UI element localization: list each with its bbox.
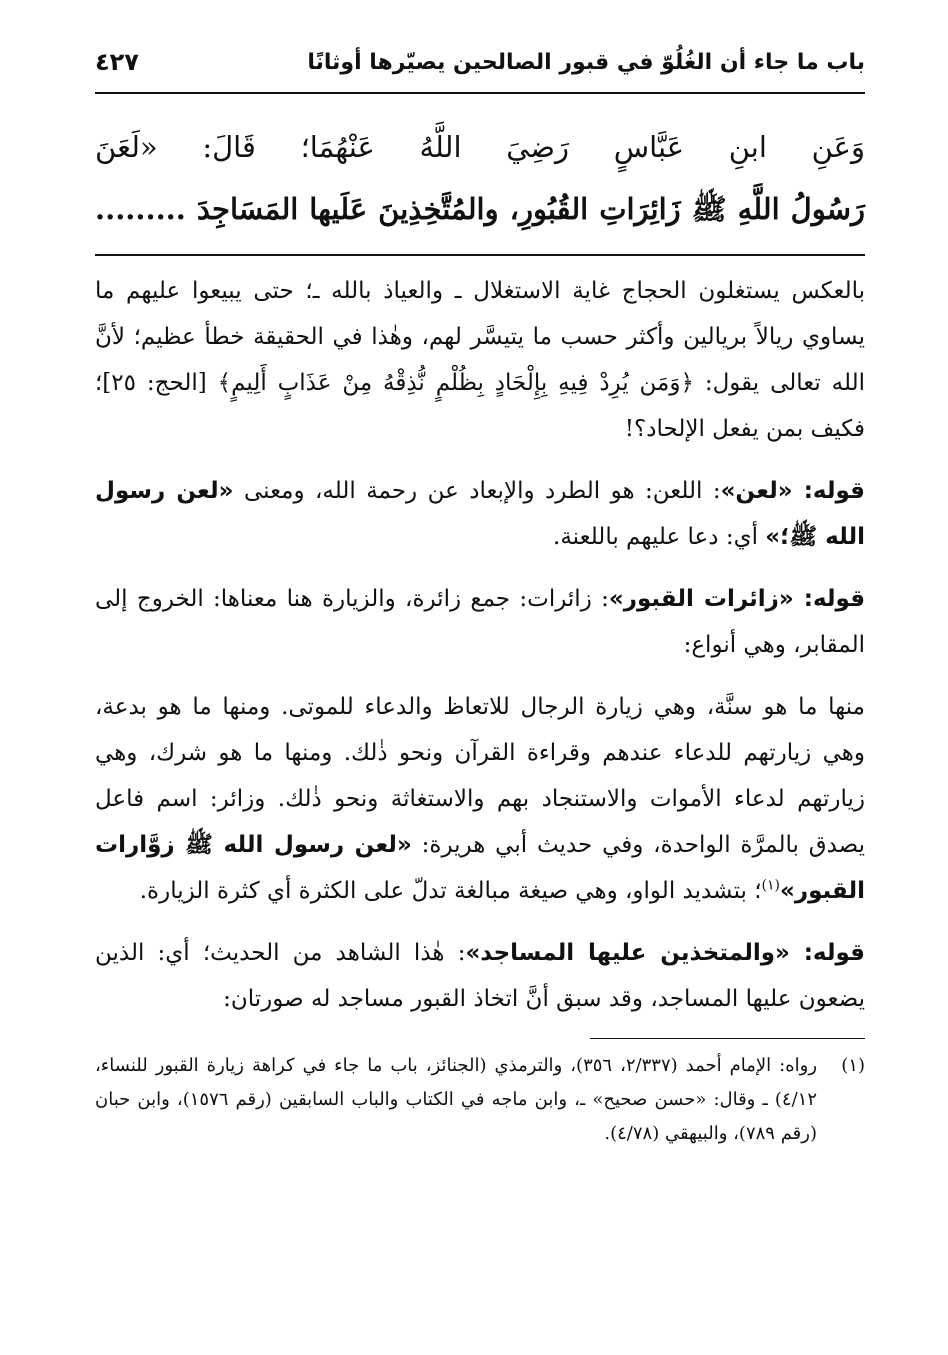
paragraph-4 [95,684,865,914]
paragraph-2 [95,468,865,560]
paragraph-3 [95,576,865,668]
keyword-laana: قوله: «لعن» [720,478,865,504]
keyword-zawwarat: «لعن رسول الله ﷺ زوَّارات القبور» [95,832,865,904]
paragraph-1: بالعكس يستغلون الحجاج غاية الاستغلال ـ والعياذ بالله ـ؛ حتى يبيعوا عليهم ما يساوي ريالاً بريالين وأكثر حسب ما يتيسَّر لهم، وهٰذا في الحقيقة خطأ عظيم؛ لأنَّ الله تعالى يقول: ﴿وَمَن يُرِدْ فِيهِ بِإِلْحَادٍ بِظُلْمٍ نُّذِقْهُ مِنْ عَذَابٍ أَلِيمٍ﴾ [الحج: ٢٥]؛ فكيف بمن يفعل الإلحاد؟! [95,278,865,442]
book-page [95,40,865,1151]
paragraph-5-text: : هٰذا الشاهد من الحديث؛ أي: الذين يضعون عليها المساجد، وقد سبق أنَّ اتخاذ القبور مساجد له صورتان: [95,940,865,1012]
hadith-text [95,116,865,256]
keyword-zairat: قوله: «زائرات القبور» [608,586,866,612]
keyword-laana-rasul: «لعن رسول الله ﷺ؛» [95,478,865,550]
commentary [95,268,865,1022]
footnote [95,1049,865,1151]
hadith-line-1: وَعَنِ ابنِ عَبَّاسٍ رَضِيَ اللَّهُ عَنْهُمَا؛ قَالَ: «لَعَنَ [95,130,865,164]
footnote-number: (١) [841,1055,865,1076]
paragraph-2-text: : اللعن: هو الطرد والإبعاد عن رحمة الله، ومعنى [243,478,721,504]
keyword-mutakhidhin: قوله: «والمتخذين عليها المساجد» [465,940,865,966]
footnote-reference[interactable]: (١) [761,877,781,894]
paragraph-4-text: منها ما هو سنَّة، وهي زيارة الرجال للاتعاظ والدعاء للموتى. ومنها ما هو بدعة، وهي زيارتهم للدعاء عندهم وقراءة القرآن ونحو ذٰلك. ومنها ما هو شرك، وهي زيارتهم لدعاء الأموات والاستنجاد بهم والاستغاثة ونحو ذٰلك. وزائر: اسم فاعل يصدق بالمرَّة الواحدة، وفي حديث أبي هريرة: [95,694,865,858]
page-header [95,40,865,94]
hadith-line-2: رَسُولُ اللَّهِ ﷺ زَائِرَاتِ القُبُورِ، والمُتَّخِذِينَ عَلَيها المَسَاجِدَ ......... [95,192,865,226]
page-number: ٤٢٧ [95,48,139,76]
paragraph-5 [95,930,865,1022]
footnote-text: رواه: الإمام أحمد (٢/٣٣٧، ٣٥٦)، والترمذي (الجنائز، باب ما جاء في كراهة زيارة القبور للنساء، ٤/١٢) ـ وقال: «حسن صحيح» ـ، وابن ماجه في الكتاب والباب السابقين (رقم ١٥٧٦)، وابن حبان (رقم ٧٨٩)، والبيهقي (٤/٧٨). [95,1055,818,1144]
paragraph-3-text: : زائرات: جمع زائرة، والزيارة هنا معناها: الخروج إلى المقابر، وهي أنواع: [95,586,865,658]
paragraph-4-text-2: ؛ بتشديد الواو، وهي صيغة مبالغة تدلّ على الكثرة أي كثرة الزيارة. [139,878,762,904]
footnote-divider [590,1038,865,1039]
paragraph-2-text-2: أي: دعا عليهم باللعنة. [553,524,766,550]
running-title: باب ما جاء أن الغُلُوّ في قبور الصالحين يصيّرها أوثانًا [307,50,865,75]
